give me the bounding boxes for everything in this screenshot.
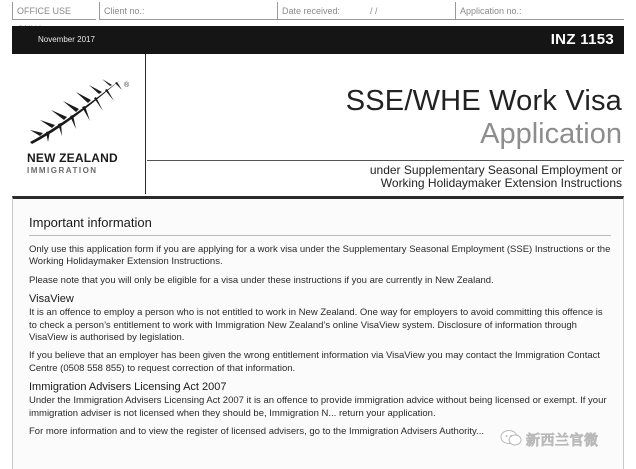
eligibility-paragraph: Only use this application form if you are applying for a work visa under the Supplementary Seasonal Employment (SSE) Instructions or the Working Holidaymaker Extension Instructions.: [29, 244, 611, 268]
form-code: INZ 1153: [550, 31, 614, 48]
brand-sub: IMMIGRATION: [27, 166, 98, 175]
iala-heading: Immigration Advisers Licensing Act 2007: [29, 381, 227, 394]
date-received-label: Date received:: [282, 6, 341, 16]
title-area: [147, 54, 624, 194]
instructions-line-2: Working Holidaymaker Extension Instructions: [380, 176, 622, 190]
important-info-heading: Important information: [29, 215, 611, 236]
title-divider: [147, 160, 624, 161]
office-use-strip: [12, 2, 624, 20]
form-header-bar: [12, 26, 624, 54]
more-info-paragraph: For more information and to view the register of licensed advisers, go to the Immigration Advisers Authority...: [29, 426, 484, 438]
instructions-line-1: under Supplementary Seasonal Employment or: [369, 163, 622, 177]
wechat-icon: [500, 429, 522, 447]
form-subtitle: Application: [480, 118, 622, 150]
watermark-text: 新西兰官微: [526, 433, 599, 449]
visaview-paragraph-1: It is an offence to employ a person who is not entitled to work in New Zealand. One way for employers to avoid committing this offence is to check a person’s entitlement to work with Immigration New Zealand’s online VisaView system. Disclosure of information through VisaView is authorised by legislation.: [29, 307, 603, 344]
trademark-symbol: ®: [124, 82, 130, 89]
form-title: SSE/WHE Work Visa: [345, 85, 622, 117]
date-slashes: / /: [370, 6, 378, 16]
watermark: [500, 428, 634, 450]
form-date: November 2017: [38, 35, 95, 44]
application-no-field: Application no.:: [455, 2, 624, 20]
visaview-heading: VisaView: [29, 293, 74, 306]
date-received-field: [277, 2, 462, 20]
location-note-paragraph: Please note that you will only be eligible for a visa under these instructions if you are currently in New Zealand.: [29, 274, 494, 286]
visaview-paragraph-2: If you believe that an employer has been given the wrong entitlement information via VisaView you may contact the Immigration Contact Centre (0508 558 855) to request correction of that information.: [29, 350, 601, 374]
office-use-label: OFFICE USE: [12, 2, 96, 20]
silver-fern-icon: [26, 76, 126, 146]
client-no-field: Client no.:: [99, 2, 287, 20]
brand-name: NEW ZEALAND: [27, 151, 118, 165]
iala-paragraph: Under the Immigration Advisers Licensing Act 2007 it is an offence to provide immigration advice without being licensed or exempt. If your immigration adviser is not licensed when they should be, Immigration N... return your application.: [29, 395, 607, 419]
logo-area: [12, 54, 146, 194]
